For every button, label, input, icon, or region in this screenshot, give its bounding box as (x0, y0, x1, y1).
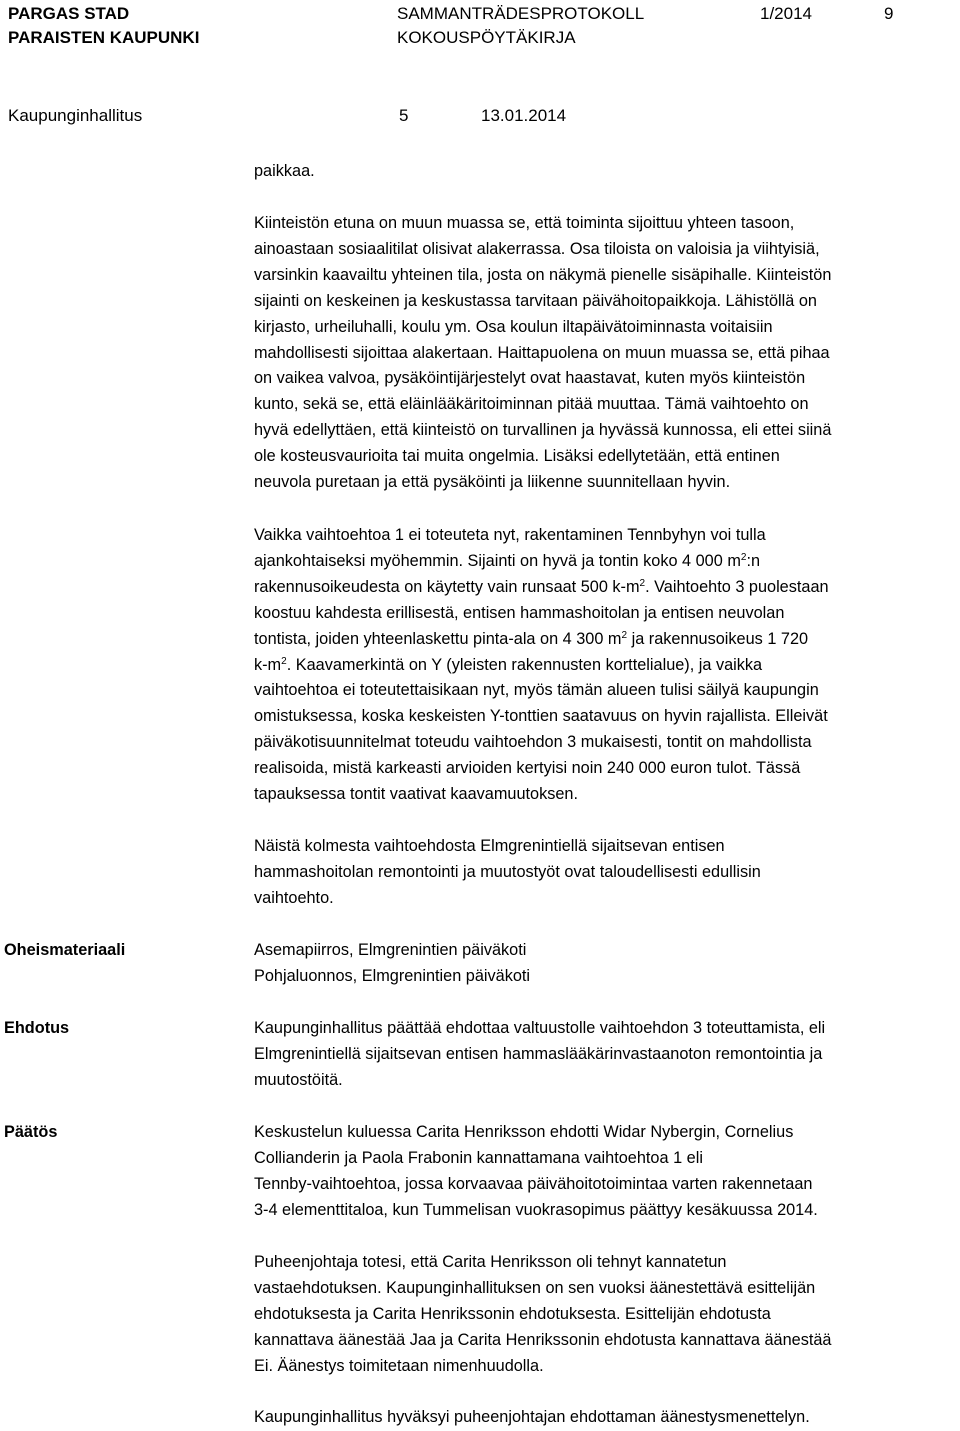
proposal-text (254, 1016, 958, 1094)
text-line: hammashoitolan remontointi ja muutostyöt ovat taloudellisesti edullisin (254, 862, 761, 881)
text-line: päiväkotisuunnitelmat toteudu vaihtoehdon 3 mukaisesti, tontit on mahdollista (254, 733, 812, 752)
text-line: kirjasto, urheiluhalli, koulu ym. Osa koulun iltapäivätoiminnasta voitaisiin (254, 317, 773, 336)
text-line: paikkaa. (254, 162, 315, 180)
decision-paragraph-2 (254, 1250, 958, 1380)
text-line: Elmgrenintiellä sijaitsevan entisen hammaslääkärinvastaanoton remontointia ja (254, 1044, 823, 1063)
org-name-swedish: PARGAS STAD (8, 4, 130, 23)
organization-name (8, 2, 199, 50)
text-line: kannattava äänestää Jaa ja Carita Henrikssonin ehdotusta kannattava äänestää (254, 1330, 832, 1349)
text-line: vaihtoehtoa ei toteutettaisikaan nyt, myös tämän alueen tulisi säilyä kaupungin (254, 681, 819, 700)
text-line: ainoastaan sosiaalitilat olisivat alakerrassa. Osa tiloista on valoisia ja viihtyisiä, (254, 239, 820, 258)
text-line: ajankohtaiseksi myöhemmin. Sijainti on hyvä ja tontin koko 4 000 $m^2:n$ (254, 551, 761, 570)
text-line: Tennby-vaihtoehtoa, jossa korvaavaa päivähoitotoimintaa varten rakennetaan (254, 1174, 813, 1193)
paragraph-property-assessment (254, 211, 958, 496)
paragraph-conclusion (254, 834, 958, 912)
text-line: Kiinteistön etuna on muun muassa se, että toiminta sijoittuu yhteen tasoon, (254, 214, 795, 232)
text-line: Näistä kolmesta vaihtoehdosta Elmgrenintiellä sijaitsevan entisen (254, 837, 725, 855)
meeting-date: 13.01.2014 (481, 106, 567, 125)
text-line: realisoida, mistä karkeasti arvioiden kertyisi noin 240 000 euron tulot. Tässä (254, 759, 801, 778)
text-line: on vaikea valvoa, pysäköintijärjestelyt ovat haastavat, kuten myös kiinteistön (254, 369, 806, 388)
text-line: varsinkin kaavailtu yhteinen tila, josta on näkymä pienelle sisäpihalle. Kiinteistön (254, 265, 832, 284)
text-line: sijainti on keskeinen ja keskustassa tarvitaan päivähoitopaikkoja. Lähistöllä on (254, 291, 817, 310)
text-line: tapauksessa tontit vaativat kaavamuutoksen. (254, 785, 579, 804)
doc-type-finnish: KOKOUSPÖYTÄKIRJA (397, 28, 576, 47)
attachments-label: Oheismateriaali (4, 941, 126, 959)
text-line: rakennusoikeudesta on käytetty vain runsaat 500 $k-m^2$. Vaihtoehto 3 puolestaan (254, 577, 829, 596)
superscript: 2 (621, 629, 628, 641)
attachment-item: Pohjaluonnos, Elmgrenintien päiväkoti (254, 966, 531, 985)
text-line: 3-4 elementtitaloa, kun Tummelisan vuokrasopimus päättyy kesäkuussa 2014. (254, 1200, 818, 1219)
text-line: Keskustelun kuluessa Carita Henriksson ehdotti Widar Nybergin, Cornelius (254, 1123, 794, 1141)
paragraph-continuation (254, 159, 958, 185)
org-name-finnish: PARAISTEN KAUPUNKI (8, 28, 200, 47)
text-line: Vaikka vaihtoehtoa 1 ei toteuteta nyt, rakentaminen Tennbyhyn voi tulla (254, 526, 766, 544)
attachment-item: Asemapiirros, Elmgrenintien päiväkoti (254, 941, 527, 959)
text-line: vaihtoehto. (254, 888, 334, 907)
section-number: 5 (399, 106, 409, 125)
decision-label: Päätös (4, 1123, 58, 1141)
decision-paragraph-3 (254, 1405, 958, 1431)
decision-paragraph-1 (254, 1120, 958, 1224)
text-line: ehdotuksesta ja Carita Henrikssonin ehdotuksesta. Esittelijän ehdotusta (254, 1304, 771, 1323)
text-line: Puheenjohtaja totesi, että Carita Henriksson oli tehnyt kannatetun (254, 1253, 727, 1271)
paragraph-alternatives (254, 523, 958, 808)
page-number: 9 (884, 4, 894, 23)
document-number: 1/2014 (760, 4, 812, 23)
text-line: omistuksessa, koska keskeisten Y-tonttien saatavuus on hyvin rajallista. Elleivät (254, 707, 828, 726)
superscript: 2 (740, 551, 747, 563)
text-line: ole kosteusvaurioita tai muita ongelmia. Lisäksi edellytetään, että entinen (254, 447, 780, 466)
meeting-body: Kaupunginhallitus (8, 106, 143, 125)
text-line: tontista, joiden yhteenlaskettu pinta-ala on 4 300 $m^2$ ja rakennusoikeus 1 720 (254, 629, 809, 648)
superscript: 2 (639, 577, 646, 589)
text-line: Ei. Äänestys toimitetaan nimenhuudolla. (254, 1356, 544, 1375)
superscript: 2 (281, 655, 287, 667)
text-line: neuvola puretaan ja että pysäköinti ja liikenne suunnitellaan hyvin. (254, 473, 731, 492)
document-type (397, 2, 644, 50)
proposal-label: Ehdotus (4, 1019, 70, 1037)
text-line: koostuu kahdesta erillisestä, entisen hammashoitolan ja entisen neuvolan (254, 603, 785, 622)
text-line: vastaehdotuksen. Kaupunginhallituksen on sen vuoksi äänestettävä esittelijän (254, 1278, 816, 1297)
text-line: Collianderin ja Paola Frabonin kannattamana vaihtoehtoa 1 eli (254, 1148, 703, 1167)
text-line: hyvä edellyttäen, että kiinteistö on turvallinen ja hyvässä kunnossa, eli ettei siinä (254, 421, 832, 440)
attachments-list (254, 938, 958, 990)
text-line: $k-m^2$. Kaavamerkintä on Y (yleisten rakennusten korttelialue), ja vaikka (254, 655, 763, 674)
text-line: muutostöitä. (254, 1070, 343, 1089)
text-line: Kaupunginhallitus hyväksyi puheenjohtajan ehdottaman äänestysmenettelyn. (254, 1408, 810, 1426)
text-line: Kaupunginhallitus päättää ehdottaa valtuustolle vaihtoehdon 3 toteuttamista, eli (254, 1019, 826, 1037)
text-line: mahdollisesti sijoittaa alakertaan. Haittapuolena on muun muassa se, että pihaa (254, 343, 830, 362)
text-line: kunto, sekä se, että eläinlääkäritoiminnan pitää muuttaa. Tämä vaihtoehto on (254, 395, 809, 414)
doc-type-swedish: SAMMANTRÄDESPROTOKOLL (397, 4, 645, 23)
